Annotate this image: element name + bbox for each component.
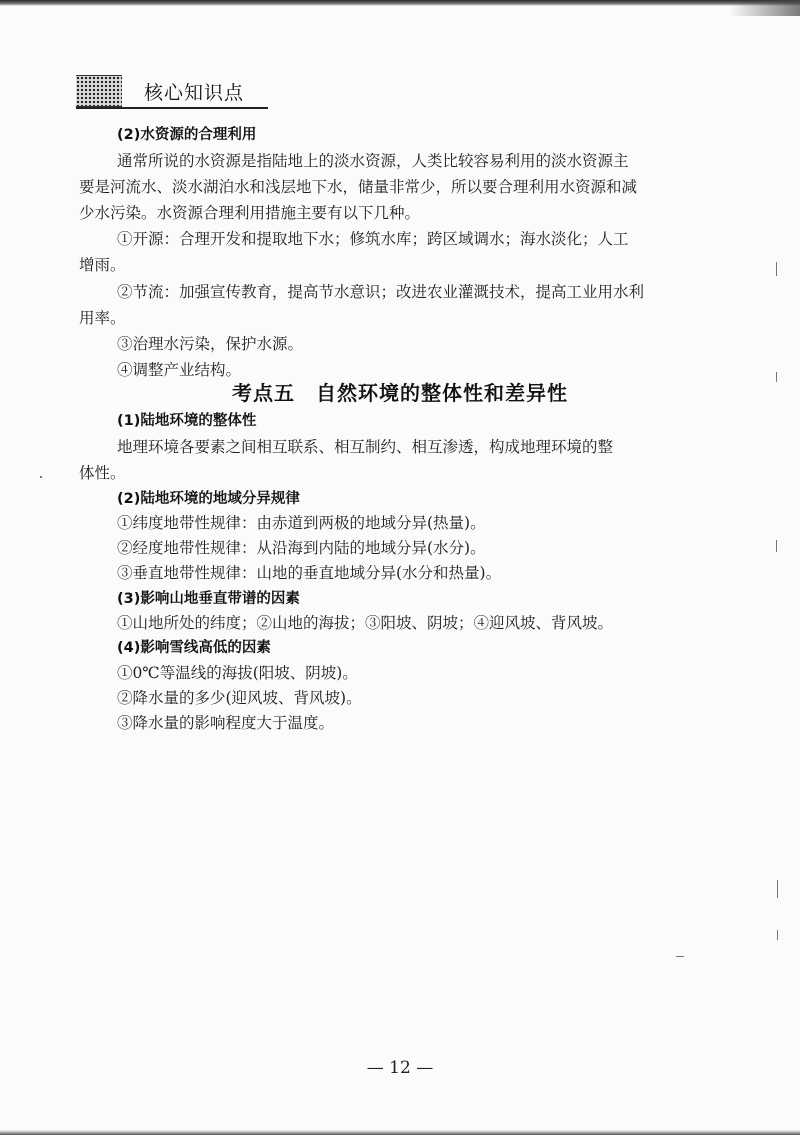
list-item: ②节流：加强宣传教育，提高节水意识；改进农业灌溉技术，提高工业用水利 bbox=[117, 283, 645, 301]
list-item-continuation: 增雨。 bbox=[79, 256, 126, 274]
subheading: (2)水资源的合理利用 bbox=[117, 127, 257, 143]
list-item: ③垂直地带性规律：山地的垂直地域分异(水分和热量)。 bbox=[117, 564, 502, 582]
paragraph-line: 少水污染。水资源合理利用措施主要有以下几种。 bbox=[79, 204, 421, 222]
list-item: ③治理水污染，保护水源。 bbox=[117, 335, 304, 353]
list-item: ②降水量的多少(迎风坡、背风坡)。 bbox=[117, 689, 362, 707]
list-item: ③降水量的影响程度大于温度。 bbox=[117, 714, 335, 732]
list-item: ④调整产业结构。 bbox=[117, 361, 242, 379]
list-item: ②经度地带性规律：从沿海到内陆的地域分异(水分)。 bbox=[117, 539, 486, 557]
subheading: (2)陆地环境的地域分异规律 bbox=[117, 491, 300, 507]
subheading: (3)影响山地垂直带谱的因素 bbox=[117, 591, 300, 607]
paragraph-line: 通常所说的水资源是指陆地上的淡水资源，人类比较容易利用的淡水资源主 bbox=[117, 152, 629, 170]
list-item: ①纬度地带性规律：由赤道到两极的地域分异(热量)。 bbox=[117, 514, 486, 532]
subheading: (1)陆地环境的整体性 bbox=[117, 413, 257, 429]
paragraph-line: 地理环境各要素之间相互联系、相互制约、相互渗透，构成地理环境的整 bbox=[117, 438, 614, 456]
header-title: 核心知识点 bbox=[144, 82, 245, 104]
paragraph-line: 体性。 bbox=[79, 464, 126, 482]
list-item-continuation: 用率。 bbox=[79, 309, 126, 327]
list-item: ①0℃等温线的海拔(阳坡、阴坡)。 bbox=[117, 664, 358, 682]
list-item: ①山地所处的纬度；②山地的海拔；③阳坡、阴坡；④迎风坡、背风坡。 bbox=[117, 614, 614, 632]
paragraph-line: 要是河流水、淡水湖泊水和浅层地下水，储量非常少，所以要合理利用水资源和减 bbox=[79, 178, 638, 196]
page-number: — 12 — bbox=[366, 1058, 434, 1078]
subheading: (4)影响雪线高低的因素 bbox=[117, 640, 271, 656]
list-item: ①开源：合理开发和提取地下水；修筑水库；跨区域调水；海水淡化；人工 bbox=[117, 230, 629, 248]
section-title: 考点五 自然环境的整体性和差异性 bbox=[232, 381, 568, 405]
